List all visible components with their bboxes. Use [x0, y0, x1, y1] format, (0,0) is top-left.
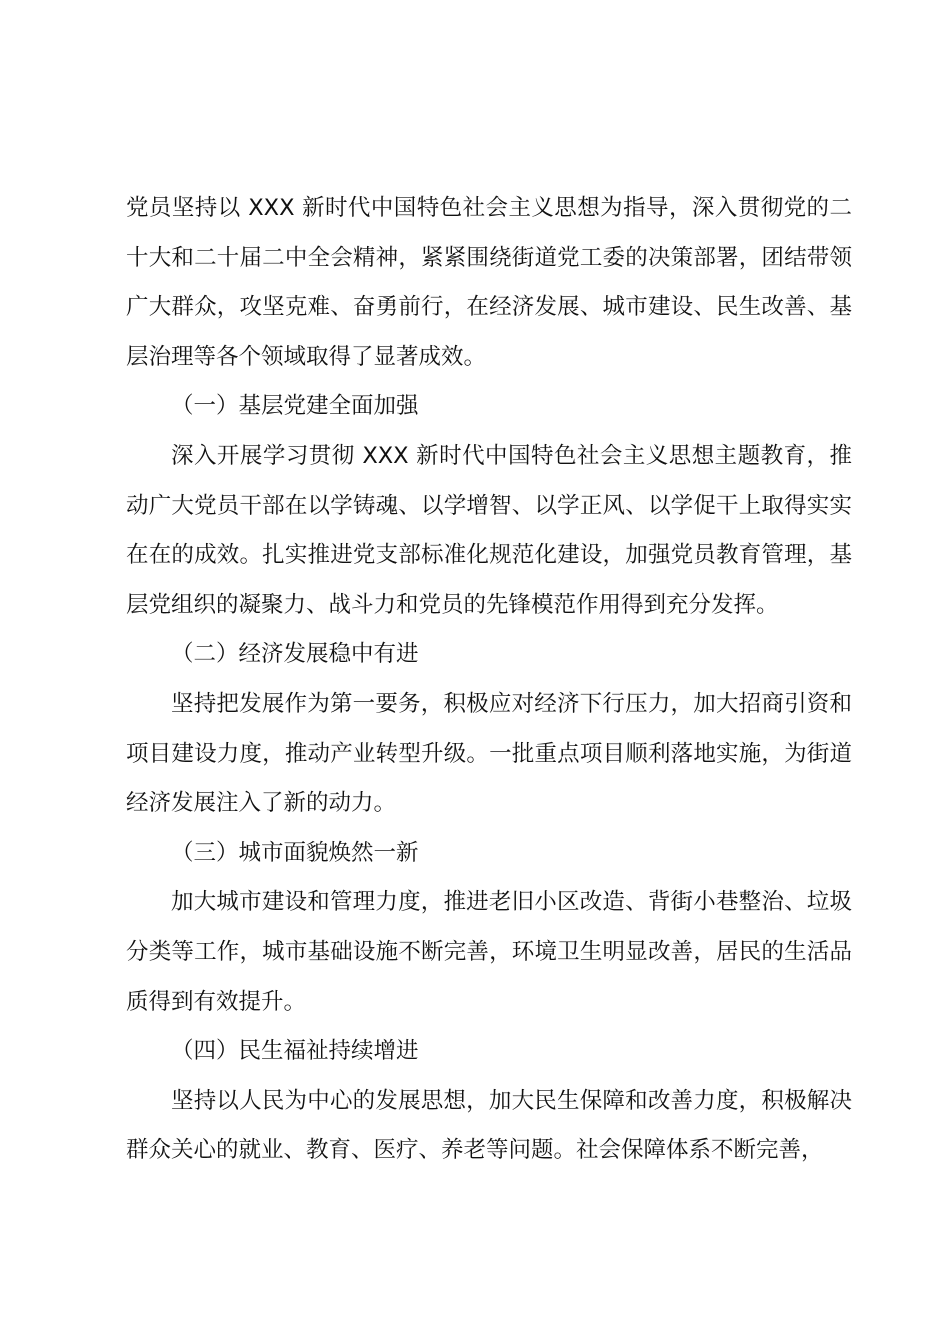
document-body: [126, 184, 852, 1176]
section-heading-2: （二）经济发展稳中有进: [171, 641, 419, 668]
paragraph-intro: 党员坚持以 XXX 新时代中国特色社会主义思想为指导，深入贯彻党的二十大和二十届二中全会精神，紧紧围绕街道党工委的决策部署，团结带领广大群众，攻坚克难、奋勇前行，在经济发展、城市建设、民生改善、基层治理等各个领域取得了显著成效。: [126, 195, 852, 370]
section-heading-1: （一）基层党建全面加强: [171, 393, 419, 420]
section-heading-4: （四）民生福祉持续增进: [171, 1038, 419, 1065]
paragraph-party-building: 深入开展学习贯彻 XXX 新时代中国特色社会主义思想主题教育，推动广大党员干部在以学铸魂、以学增智、以学正风、以学促干上取得实实在在的成效。扎实推进党支部标准化规范化建设，加强党员教育管理，基层党组织的凝聚力、战斗力和党员的先锋模范作用得到充分发挥。: [126, 442, 852, 618]
paragraph-economy: 坚持把发展作为第一要务，积极应对经济下行压力，加大招商引资和项目建设力度，推动产业转型升级。一批重点项目顺利落地实施，为街道经济发展注入了新的动力。: [126, 690, 852, 817]
paragraph-city: 加大城市建设和管理力度，推进老旧小区改造、背街小巷整治、垃圾分类等工作，城市基础设施不断完善，环境卫生明显改善，居民的生活品质得到有效提升。: [126, 889, 852, 1015]
paragraph-livelihood: 坚持以人民为中心的发展思想，加大民生保障和改善力度，积极解决群众关心的就业、教育、医疗、养老等问题。社会保障体系不断完善，: [126, 1087, 852, 1164]
section-heading-3: （三）城市面貌焕然一新: [171, 839, 419, 866]
